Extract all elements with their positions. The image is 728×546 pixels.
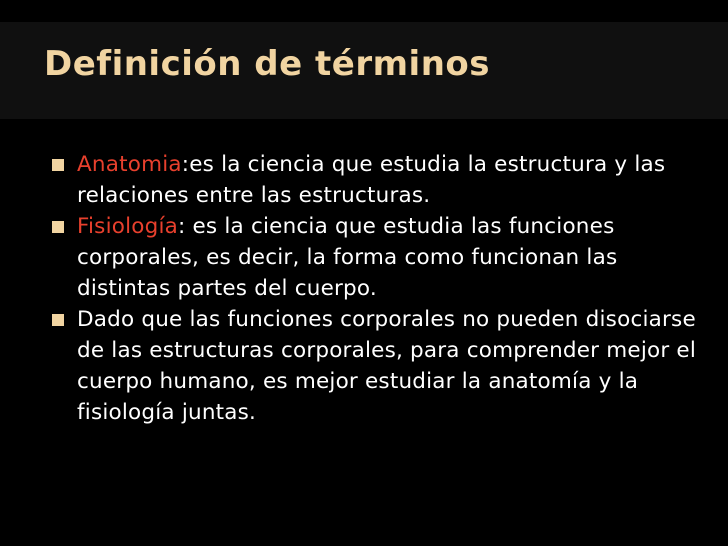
slide-title: Definición de términos <box>44 44 490 84</box>
bullet-list <box>52 149 702 428</box>
bullet-item-fisiologia <box>52 211 702 304</box>
bullet-item-conclusion <box>52 304 702 428</box>
term-fisiologia: Fisiología <box>77 214 179 239</box>
conclusion-text: Dado que las funciones corporales no pueden disociarse de las estructuras corporales, para comprender mejor el cuerpo humano, es mejor estudiar la anatomía y la fisiología juntas. <box>77 307 697 425</box>
square-bullet-icon <box>52 314 64 326</box>
bullet-item-anatomia <box>52 149 702 211</box>
definition-anatomia: :es la ciencia que estudia la estructura y las relaciones entre las estructuras. <box>77 152 666 208</box>
term-anatomia: Anatomia <box>77 152 182 177</box>
square-bullet-icon <box>52 159 64 171</box>
square-bullet-icon <box>52 221 64 233</box>
definition-fisiologia: : es la ciencia que estudia las funciones corporales, es decir, la forma como funcionan las distintas partes del cuerpo. <box>77 214 618 301</box>
